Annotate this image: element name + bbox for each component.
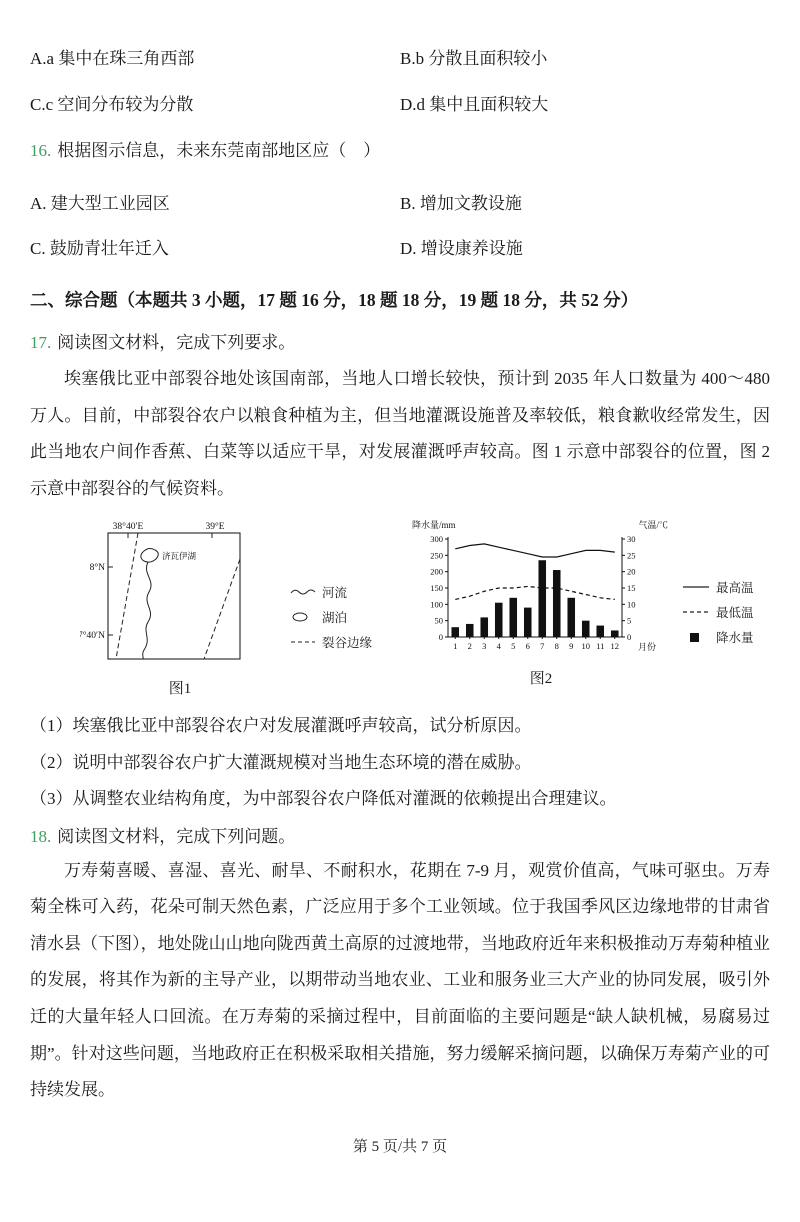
precip-bar bbox=[553, 570, 561, 637]
question-17-sub1: （1）埃塞俄比亚中部裂谷农户对发展灌溉呼声较高，试分析原因。 bbox=[30, 716, 532, 736]
legend-item-precipitation bbox=[682, 628, 754, 646]
q16-option-b: B. 增加文教设施 bbox=[400, 194, 522, 213]
right-axis-tick-label: 10 bbox=[627, 599, 636, 610]
precip-bar bbox=[480, 618, 488, 638]
question-16-options-row1 bbox=[30, 189, 770, 214]
q16-option-a: A. 建大型工业园区 bbox=[30, 194, 170, 213]
legend-item-river bbox=[290, 583, 372, 601]
rift-location-map bbox=[80, 517, 280, 669]
figure-2 bbox=[410, 517, 754, 688]
max-temp-line bbox=[455, 544, 615, 557]
precip-bar bbox=[451, 627, 459, 637]
rift-edge-line-west bbox=[116, 533, 138, 659]
left-axis-tick-label: 100 bbox=[430, 599, 444, 610]
month-tick-label: 1 bbox=[453, 641, 458, 652]
right-axis-tick-label: 5 bbox=[627, 615, 632, 626]
left-axis-tick-label: 300 bbox=[430, 534, 444, 545]
month-tick-label: 7 bbox=[540, 641, 545, 652]
rift-edge-symbol-icon bbox=[290, 637, 316, 647]
question-18-text: 阅读图文材料，完成下列问题。 bbox=[57, 826, 296, 846]
chart-legend bbox=[682, 578, 754, 646]
legend-rift-edge-label: 裂谷边缘 bbox=[322, 635, 373, 650]
map-latitude-top-label: 8°N bbox=[89, 563, 105, 574]
legend-item-rift-edge bbox=[290, 633, 372, 651]
month-tick-label: 5 bbox=[511, 641, 516, 652]
precip-bar bbox=[596, 626, 604, 637]
min-temp-line-icon bbox=[682, 607, 710, 617]
month-tick-label: 11 bbox=[596, 641, 605, 652]
question-17-number: 17. bbox=[30, 333, 52, 352]
right-axis-title: 气温/℃ bbox=[638, 520, 669, 531]
precip-bar bbox=[538, 560, 546, 637]
lake-name-label: 济瓦伊湖 bbox=[162, 551, 197, 562]
river-symbol-icon bbox=[290, 587, 316, 597]
figures-row bbox=[80, 517, 770, 698]
month-tick-label: 3 bbox=[482, 641, 487, 652]
month-tick-label: 4 bbox=[496, 641, 501, 652]
legend-river-label: 河流 bbox=[322, 585, 348, 600]
precip-bar bbox=[611, 631, 619, 638]
figure-1-caption: 图1 bbox=[168, 681, 192, 698]
section-2-title: 二、综合题（本题共 3 小题，17 题 16 分，18 题 18 分，19 题 18 分，共 52 分） bbox=[30, 290, 639, 310]
q16-option-c: C. 鼓励青壮年迁入 bbox=[30, 239, 169, 258]
max-temp-line-icon bbox=[682, 582, 710, 592]
left-axis-tick-label: 150 bbox=[430, 583, 444, 594]
figure-2-caption: 图2 bbox=[529, 671, 553, 688]
question-17-text: 阅读图文材料，完成下列要求。 bbox=[57, 333, 296, 352]
legend-item-max-temp bbox=[682, 578, 754, 596]
river-line bbox=[143, 562, 151, 659]
option-d: D.d 集中且面积较大 bbox=[400, 95, 549, 114]
page-number-footer: 第 5 页/共 7 页 bbox=[352, 1139, 448, 1155]
lake-symbol-icon bbox=[290, 612, 316, 622]
question-17-sub3: （3）从调整农业结构角度，为中部裂谷农户降低对灌溉的依赖提出合理建议。 bbox=[30, 789, 617, 809]
prev-question-options-row1 bbox=[30, 44, 770, 69]
precipitation-square-icon bbox=[682, 632, 710, 642]
left-axis-tick-label: 200 bbox=[430, 566, 444, 577]
legend-item-min-temp bbox=[682, 603, 754, 621]
legend-lake-label: 湖泊 bbox=[322, 610, 348, 625]
question-16-stem bbox=[30, 136, 770, 161]
question-18-material: 万寿菊喜暖、喜湿、喜光、耐旱、不耐积水，花期在 7-9 月，观赏价值高，气味可驱虫。万寿菊全株可入药，花朵可制天然色素，广泛应用于多个工业领域。位于我国季风区边缘地带的甘肃省清水县（下图），地处陇山山地向陇西黄土高原的过渡地带，当地政府近年来积极推动万寿菊种植业的发展，将其作为新的主导产业，以期带动当地农业、工业和服务业三大产业的协同发展，吸引外迁的大量年轻人口回流。在万寿菊的采摘过程中，目前面临的主要问题是“缺人缺机械，易腐易过期”。针对这些问题，当地政府正在积极采取相关措施，努力缓解采摘问题，以确保万寿菊产业的可持续发展。 bbox=[30, 860, 770, 1100]
right-axis-tick-label: 0 bbox=[627, 632, 632, 643]
option-a: A.a 集中在珠三角西部 bbox=[30, 49, 195, 68]
month-tick-label: 10 bbox=[581, 641, 591, 652]
precip-bar bbox=[567, 598, 575, 637]
precip-bar bbox=[495, 603, 503, 637]
question-16-text: 根据图示信息，未来东莞南部地区应（ ） bbox=[57, 141, 381, 160]
rift-edge-line-east bbox=[204, 559, 240, 659]
question-16-options-row2 bbox=[30, 234, 770, 259]
option-c: C.c 空间分布较为分散 bbox=[30, 95, 194, 114]
question-17-material: 埃塞俄比亚中部裂谷地处该国南部，当地人口增长较快，预计到 2035 年人口数量为 400～480 万人。目前，中部裂谷农户以粮食种植为主，但当地灌溉设施普及率较低，粮食歉收经常发生，因此当地农户间作香蕉、白菜等以适应干旱，对发展灌溉呼声较高。图 1 示意中部裂谷的位置，图 2 示意中部裂谷的气候资料。 bbox=[30, 369, 770, 498]
precip-bar bbox=[524, 608, 532, 637]
month-tick-label: 12 bbox=[610, 641, 620, 652]
min-temp-line bbox=[455, 587, 615, 600]
prev-question-options-row2 bbox=[30, 90, 770, 115]
left-axis-tick-label: 250 bbox=[430, 550, 444, 561]
lake-shape bbox=[141, 549, 158, 563]
right-axis-tick-label: 20 bbox=[627, 566, 636, 577]
figure-1 bbox=[80, 517, 372, 698]
month-tick-label: 8 bbox=[554, 641, 559, 652]
left-axis-tick-label: 50 bbox=[434, 615, 444, 626]
climate-chart-svg bbox=[410, 517, 672, 659]
question-18-stem bbox=[30, 822, 770, 847]
right-axis-tick-label: 30 bbox=[627, 534, 636, 545]
legend-min-temp-label: 最低温 bbox=[716, 605, 754, 620]
question-16-number: 16. bbox=[30, 141, 52, 160]
map-legend bbox=[290, 583, 372, 651]
month-tick-label: 9 bbox=[569, 641, 574, 652]
legend-max-temp-label: 最高温 bbox=[716, 580, 754, 595]
q16-option-d: D. 增设康养设施 bbox=[400, 239, 523, 258]
right-axis-tick-label: 25 bbox=[627, 550, 636, 561]
question-17-stem bbox=[30, 328, 770, 353]
month-tick-label: 2 bbox=[467, 641, 472, 652]
precip-bar bbox=[509, 598, 517, 637]
right-axis-tick-label: 15 bbox=[627, 583, 636, 594]
question-17-sub2: （2）说明中部裂谷农户扩大灌溉规模对当地生态环境的潜在威胁。 bbox=[30, 752, 532, 772]
left-axis-tick-label: 0 bbox=[438, 632, 444, 643]
map-longitude-right-label: 39°E bbox=[205, 522, 225, 533]
precip-bar bbox=[582, 621, 590, 637]
option-b: B.b 分散且面积较小 bbox=[400, 49, 548, 68]
legend-precipitation-label: 降水量 bbox=[716, 630, 754, 645]
month-tick-label: 6 bbox=[525, 641, 530, 652]
map-latitude-bottom-label: 7°40′N bbox=[80, 631, 105, 642]
x-axis-title: 月份 bbox=[638, 642, 657, 653]
map-longitude-left-label: 38°40′E bbox=[112, 522, 144, 533]
left-axis-title: 降水量/mm bbox=[412, 520, 456, 531]
legend-item-lake bbox=[290, 608, 372, 626]
precip-bar bbox=[466, 624, 474, 637]
question-18-number: 18. bbox=[30, 826, 52, 846]
